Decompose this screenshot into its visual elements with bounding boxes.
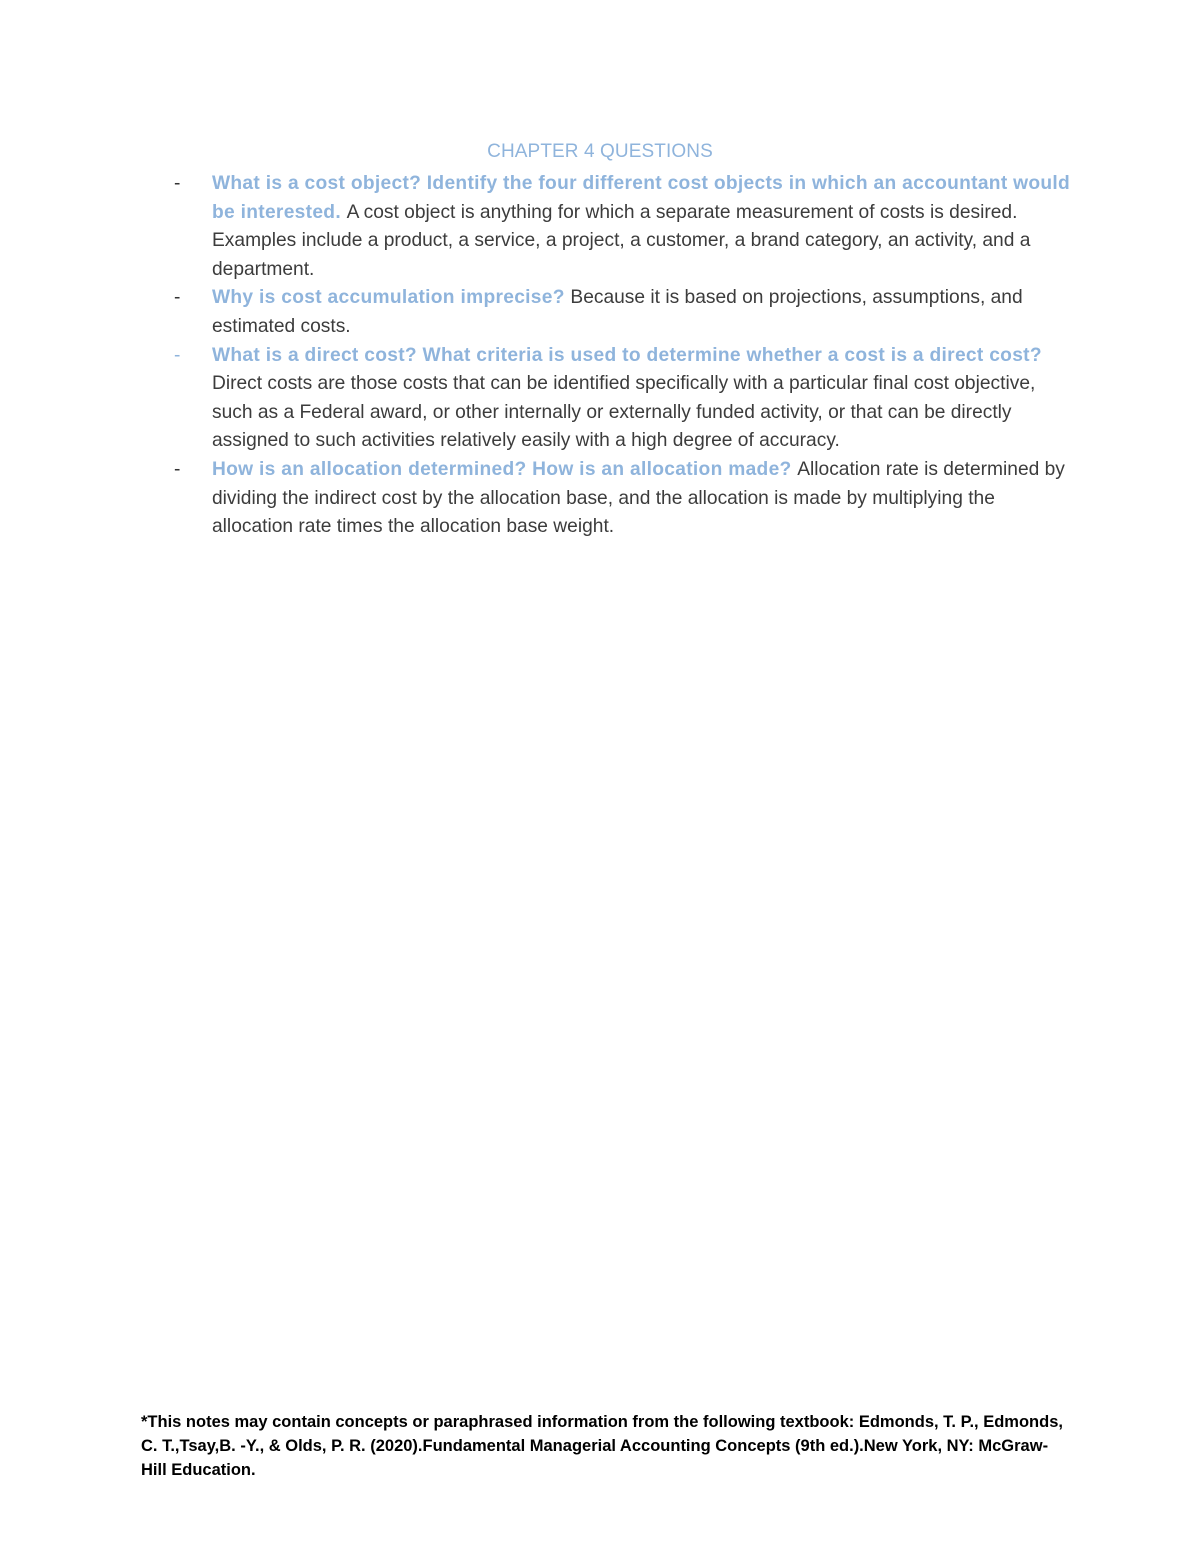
qa-item-allocation xyxy=(172,456,1072,542)
qa-item-direct-cost xyxy=(172,342,1072,456)
dash-bullet: - xyxy=(174,287,181,309)
answer-text: Direct costs are those costs that can be identified specifically with a particular final cost objective, such as a Federal award, or other internally or externally funded activity, or that can be directly assigned to such activities relatively easily with a high degree of accuracy. xyxy=(212,373,1036,452)
qa-item-cost-accumulation xyxy=(172,284,1072,341)
dash-bullet: - xyxy=(174,344,181,366)
answer-text: Because it is based on projections, assumptions, and estimated costs. xyxy=(212,287,1023,337)
textbook-citation-footnote: *This notes may contain concepts or paraphrased information from the following textbook: Edmonds, T. P., Edmonds, C. T.,Tsay,B. -Y., & Olds, P. R. (2020).Fundamental Managerial Accounting Concepts (9th ed.).New York, NY: McGraw-Hill Education. xyxy=(141,1413,1063,1479)
question-list xyxy=(172,170,1072,542)
question-text: Why is cost accumulation imprecise? xyxy=(212,287,571,309)
answer-text: A cost object is anything for which a separate measurement of costs is desired. Examples include a product, a service, a project, a customer, a brand category, an activity, and a department. xyxy=(212,201,1031,280)
question-text: How is an allocation determined? How is an allocation made? xyxy=(212,458,798,480)
question-text: What is a cost object? Identify the four different cost objects in which an accountant would be interested. xyxy=(212,173,1071,223)
dash-bullet: - xyxy=(174,173,181,194)
question-text: What is a direct cost? What criteria is used to determine whether a cost is a direct cost? xyxy=(212,344,1042,366)
chapter-title: CHAPTER 4 QUESTIONS xyxy=(487,141,713,162)
qa-item-cost-object xyxy=(172,170,1072,284)
dash-bullet: - xyxy=(174,458,181,480)
answer-text: Allocation rate is determined by dividing the indirect cost by the allocation base, and the allocation is made by multiplying the allocation rate times the allocation base weight. xyxy=(212,458,1065,538)
